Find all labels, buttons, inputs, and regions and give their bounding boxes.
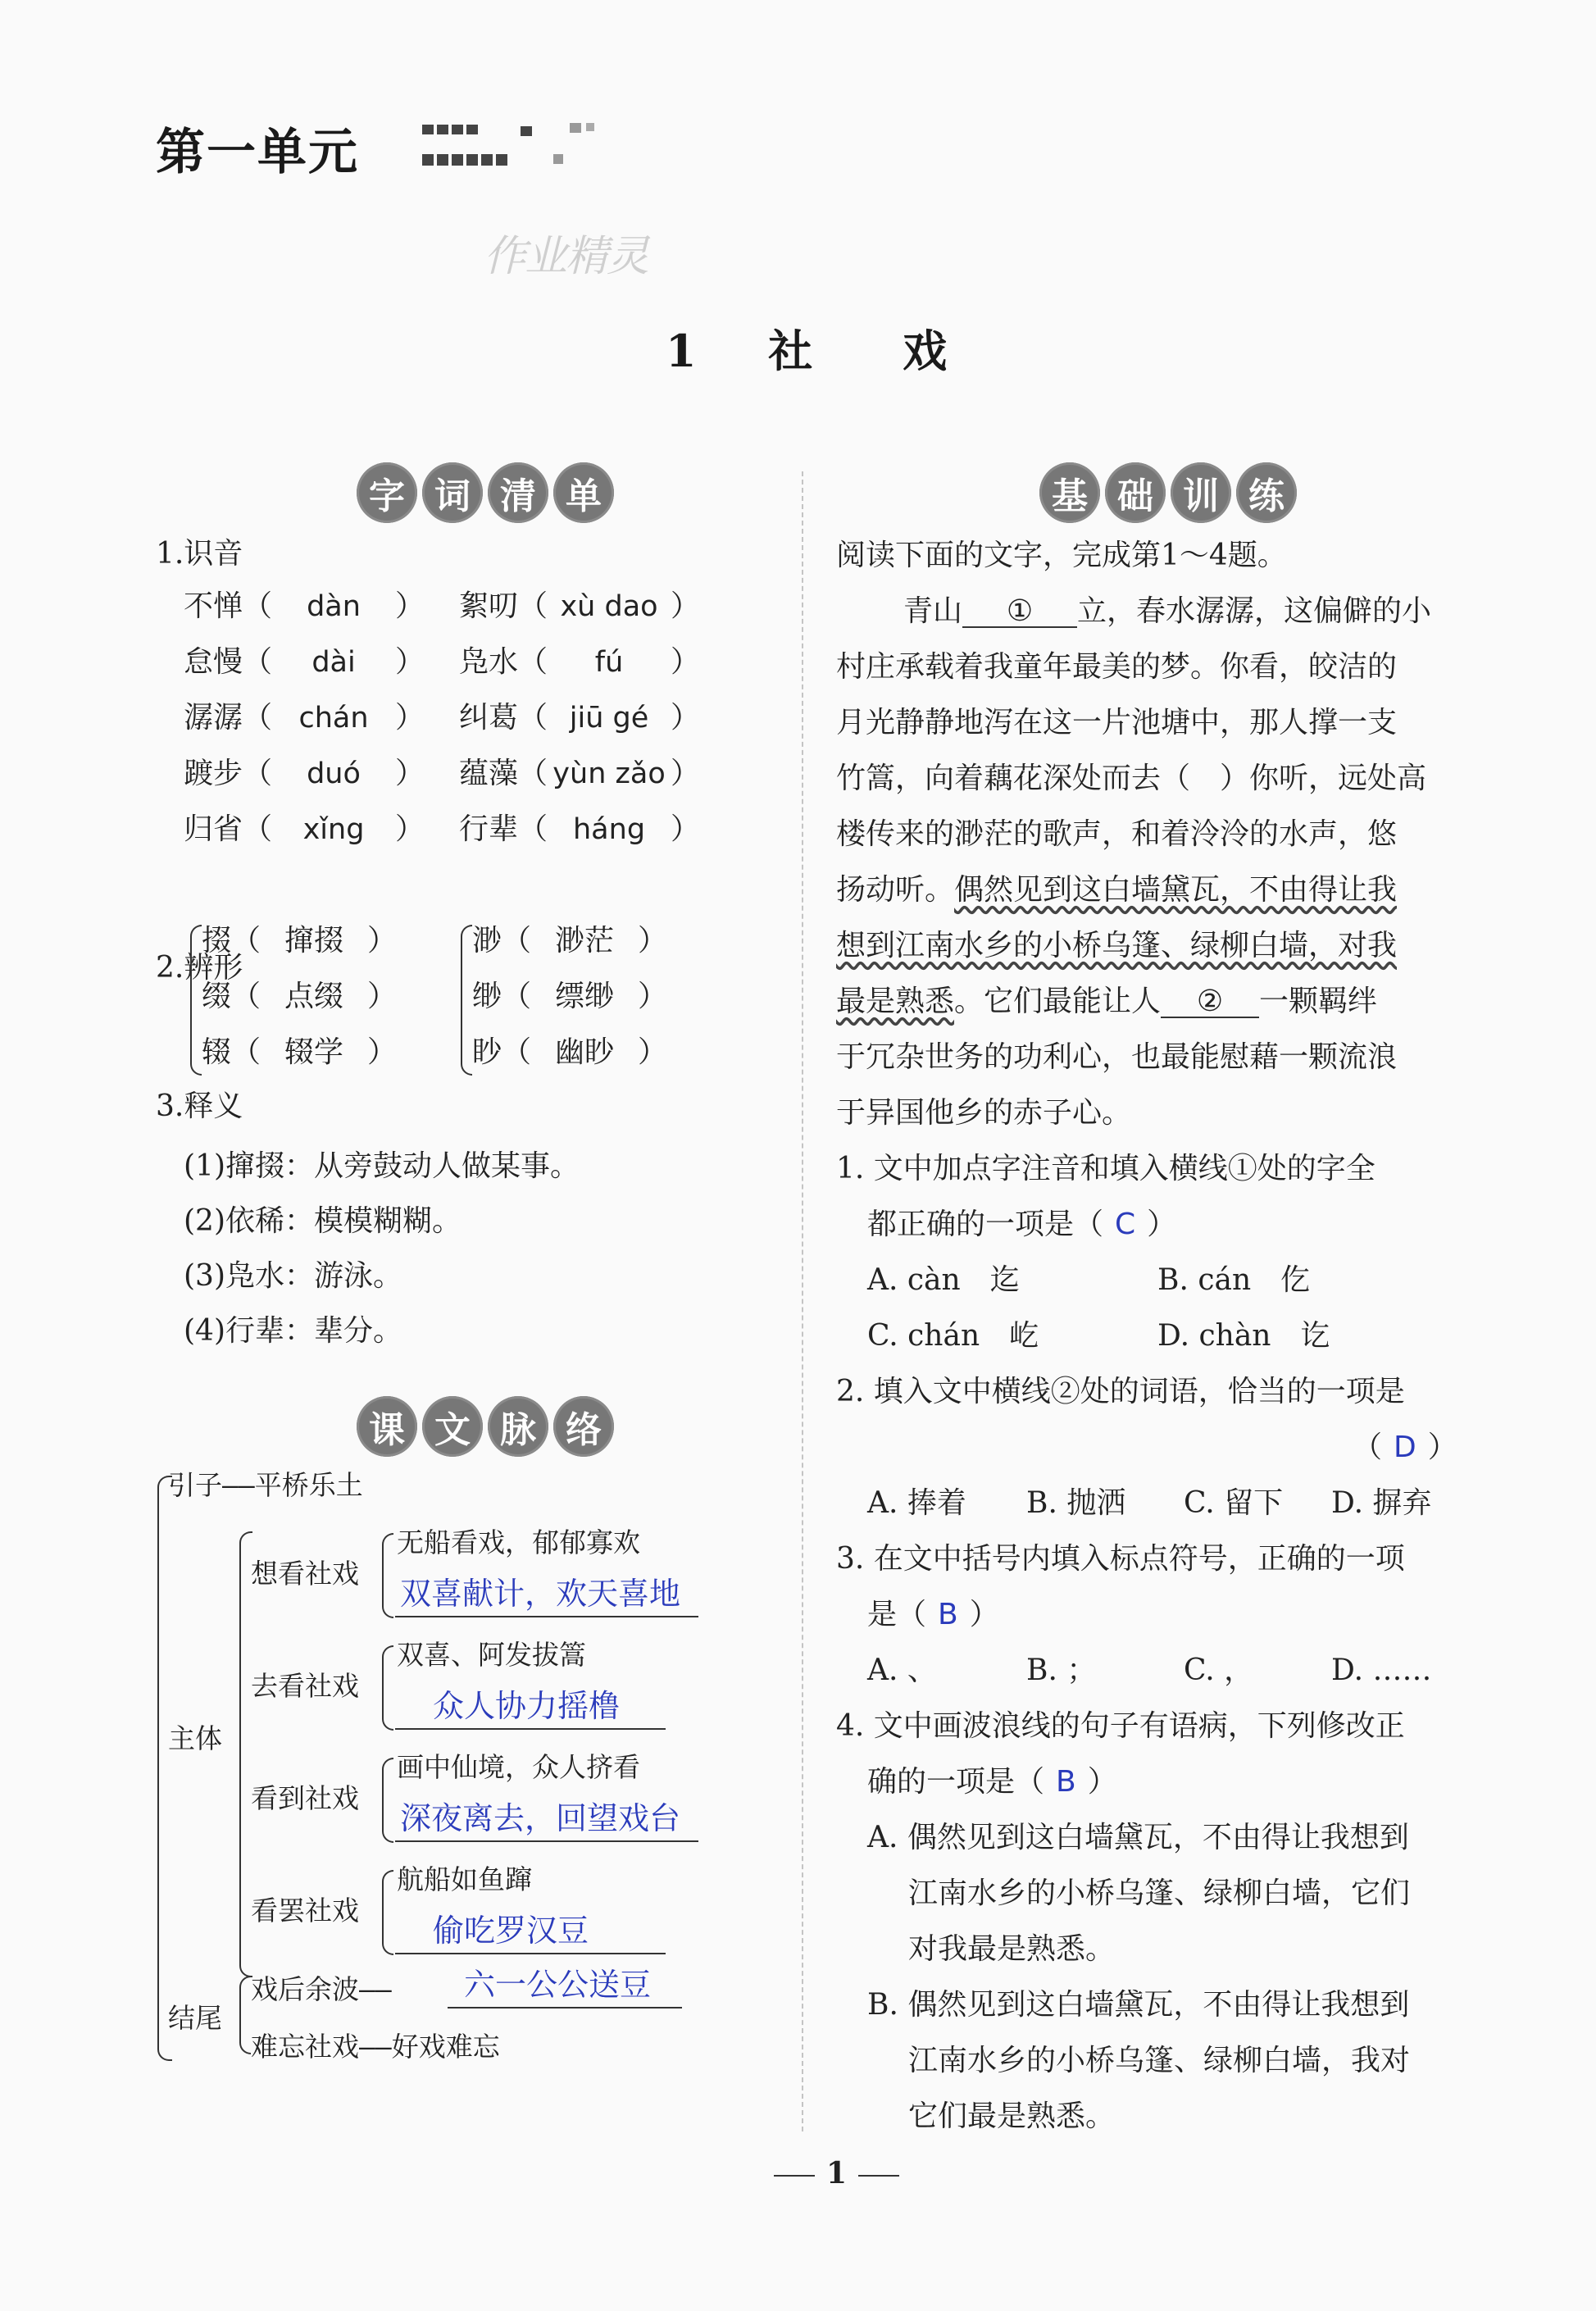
wavy-sentence: 偶然见到这白墙黛瓦，不由得让我: [954, 873, 1398, 907]
outline-end-label: 结尾: [168, 2002, 222, 2034]
option: C. ，: [1184, 1654, 1254, 1687]
option: D. ……: [1331, 1654, 1432, 1687]
outline-section-brace: [382, 1533, 393, 1618]
watermark: 作业精灵: [484, 232, 648, 281]
example-word: 缥缈: [555, 980, 615, 1013]
pinyin: chán: [298, 702, 369, 735]
pinyin: dàn: [307, 590, 361, 623]
q3-title: 3.释义: [156, 1090, 243, 1123]
outline-section-point: 画中仙境，众人挤看: [397, 1751, 640, 1783]
outline-section-point: 双喜、阿发拔篙: [397, 1639, 586, 1671]
outline-section-point: 航船如鱼蹿: [397, 1863, 532, 1895]
outline-end2: 难忘社戏——好戏难忘: [251, 2031, 500, 2063]
badge-outline: [357, 1396, 614, 1457]
para-line: [836, 987, 1377, 1018]
para-line: 于冗杂世务的功利心，也最能慰藉一颗流浪: [836, 1040, 1398, 1074]
paren-close: ）: [395, 645, 425, 679]
option: C. 留下: [1184, 1486, 1284, 1520]
char: 辍（: [202, 1035, 261, 1069]
answer-underline: [395, 1616, 698, 1617]
outline-section-answer: 深夜离去，回望戏台: [400, 1800, 681, 1836]
word: 怠慢（: [184, 645, 273, 679]
option: A. 捧着: [867, 1486, 966, 1520]
pronunciation-item: [184, 589, 425, 623]
option: B. ；: [1026, 1654, 1097, 1687]
outline-section-answer: 双喜献计，欢天喜地: [400, 1576, 681, 1612]
word: 凫水（: [459, 645, 548, 679]
page-number: 1: [762, 2156, 911, 2190]
badge-char: 础: [1105, 462, 1166, 523]
pinyin: jiū gé: [569, 702, 649, 735]
q-text: （: [1353, 1431, 1383, 1464]
outline-section-brace: [382, 1870, 393, 1955]
badge-char: 基: [1039, 462, 1100, 523]
paren-close: ）: [638, 1035, 668, 1069]
pronunciation-item: [184, 812, 425, 846]
example-word: 撺掇: [284, 924, 344, 958]
paren-close: ）: [395, 757, 425, 790]
para-line: 村庄承载着我童年最美的梦。你看，皎洁的: [836, 650, 1398, 684]
word: 潺潺（: [184, 701, 273, 735]
badge-char: 络: [553, 1396, 614, 1457]
answer-mark: B: [938, 1598, 958, 1631]
badge-char: 字: [357, 462, 417, 523]
example-word: 点缀: [284, 980, 344, 1013]
reading-instruction: 阅读下面的文字，完成第1～4题。: [836, 539, 1287, 572]
word: 絮叨（: [459, 589, 548, 623]
blank-2: ②: [1161, 987, 1259, 1018]
answer-underline: [395, 1953, 666, 1954]
answer-underline: [395, 1728, 666, 1730]
option: D. chàn 讫: [1157, 1319, 1330, 1353]
para-line: 楼传来的渺茫的歌声，和着泠泠的水声，悠: [836, 817, 1398, 851]
paren-close: ）: [671, 589, 701, 623]
outline-brace-end: [239, 1976, 251, 2054]
option-b-line: 它们最是熟悉。: [908, 2099, 1116, 2133]
outline-section-answer: 众人协力摇橹: [433, 1688, 621, 1724]
outline-section-label: 看罢社戏: [251, 1895, 359, 1927]
question-4-stem: [867, 1767, 1117, 1797]
definition-item: (4)行辈：辈分。: [184, 1314, 402, 1348]
pinyin: fú: [594, 646, 624, 679]
badge-char: 文: [422, 1396, 483, 1457]
option: D. 摒弃: [1331, 1486, 1432, 1520]
answer-mark: D: [1394, 1431, 1416, 1464]
option-a-line: A. 偶然见到这白墙黛瓦，不由得让我想到: [867, 1821, 1409, 1854]
pronunciation-item: [184, 703, 425, 733]
badge-char: 课: [357, 1396, 417, 1457]
brace-a: [190, 925, 202, 1076]
option-b-line: B. 偶然见到这白墙黛瓦，不由得让我想到: [867, 1988, 1410, 2022]
answer-underline: [395, 1840, 698, 1842]
char-distinction-item: [472, 926, 667, 956]
lesson-title: [666, 316, 947, 380]
para-text: 立，春水潺潺，这偏僻的小: [1077, 594, 1432, 628]
lesson-title-b: 戏: [903, 325, 948, 377]
brace-b: [461, 925, 472, 1076]
answer-mark: C: [1115, 1208, 1136, 1241]
char: 缀（: [202, 980, 261, 1013]
column-divider: [802, 471, 803, 2131]
answer-mark: B: [1056, 1765, 1076, 1799]
paren-close: ）: [638, 924, 668, 958]
option: A. 、: [867, 1654, 937, 1687]
char: 掇（: [202, 924, 261, 958]
para-line: 月光静静地泻在这一片池塘中，那人撑一支: [836, 706, 1398, 739]
paren-close: ）: [367, 924, 398, 958]
lesson-number: 1: [666, 325, 697, 377]
option-a-line: 江南水乡的小桥乌篷、绿柳白墙，它们: [908, 1877, 1411, 1910]
q-text: ）: [1147, 1208, 1177, 1241]
paren-close: ）: [671, 812, 701, 846]
paren-close: ）: [638, 980, 668, 1013]
badge-word-list: [357, 462, 614, 523]
question-2-answer: [1353, 1433, 1457, 1463]
para-text: 青山: [903, 594, 963, 628]
char: 眇（: [472, 1035, 532, 1069]
pinyin: dài: [311, 646, 356, 679]
q-text: 确的一项是（: [867, 1765, 1045, 1799]
pinyin: xù dao: [560, 590, 658, 623]
question-1-stem: [867, 1210, 1176, 1240]
paren-close: ）: [395, 701, 425, 735]
outline-section-point: 无船看戏，郁郁寡欢: [397, 1526, 640, 1558]
wavy-sentence: 最是熟悉: [836, 985, 955, 1018]
definition-item: (3)凫水：游泳。: [184, 1259, 402, 1293]
example-word: 渺茫: [555, 924, 615, 958]
pinyin: yùn zǎo: [552, 757, 666, 790]
q2-title: 2.辨形: [156, 951, 243, 985]
question-3-stem: [867, 1600, 999, 1630]
pronunciation-item: [459, 812, 701, 846]
outline-section-label: 去看社戏: [251, 1670, 359, 1702]
char-distinction-item: [202, 982, 397, 1012]
option-a-line: 对我最是熟悉。: [908, 1932, 1116, 1966]
badge-char: 清: [488, 462, 548, 523]
outline-body-label: 主体: [168, 1722, 222, 1754]
pronunciation-item: [184, 645, 425, 679]
pronunciation-item: [459, 759, 700, 789]
q1-title: 1.识音: [156, 537, 243, 571]
option: C. chán 屹: [867, 1319, 1039, 1353]
question-4: 4. 文中画波浪线的句子有语病，下列修改正: [836, 1709, 1405, 1743]
question-3: 3. 在文中括号内填入标点符号，正确的一项: [836, 1542, 1405, 1576]
lesson-title-a: 社: [768, 325, 813, 377]
answer-underline: [448, 2007, 682, 2008]
para-text: 。它们最能让人: [954, 985, 1162, 1018]
outline-section-brace: [382, 1758, 393, 1843]
pinyin: háng: [573, 813, 646, 846]
q-text: 是（: [867, 1598, 927, 1631]
word: 蕴藻（: [459, 757, 548, 790]
para-text: 一颗羁绊: [1259, 985, 1378, 1018]
outline-end1-answer: 六一公公送豆: [464, 1967, 652, 2003]
q-text: ）: [969, 1598, 999, 1631]
para-line: [903, 594, 1432, 628]
pronunciation-item: [459, 703, 700, 733]
wavy-sentence: 想到江南水乡的小桥乌篷、绿柳白墙，对我: [836, 929, 1398, 962]
word: 不惮（: [184, 589, 273, 623]
pinyin: xǐng: [302, 813, 365, 846]
word: 踱步（: [184, 757, 273, 790]
outline-end1-label: 戏后余波——: [251, 1973, 392, 2005]
paren-close: ）: [367, 1035, 398, 1069]
char: 渺（: [472, 924, 532, 958]
para-line: 竹篙，向着藕花深处而去（ ）你听，远处高: [836, 762, 1427, 795]
badge-char: 单: [553, 462, 614, 523]
para-text: 扬动听。: [836, 873, 955, 907]
option: A. càn 迄: [867, 1263, 1020, 1297]
outline-section-label: 想看社戏: [251, 1558, 359, 1590]
badge-training: [1039, 462, 1297, 523]
paren-close: ）: [367, 980, 398, 1013]
q-text: 都正确的一项是（: [867, 1208, 1104, 1241]
outline-intro: 引子——平桥乐土: [168, 1469, 363, 1501]
definition-item: (2)依稀：模模糊糊。: [184, 1204, 462, 1238]
example-word: 辍学: [284, 1035, 344, 1069]
badge-char: 练: [1236, 462, 1297, 523]
paren-close: ）: [671, 757, 701, 790]
q-text: ）: [1427, 1431, 1457, 1464]
option-b-line: 江南水乡的小桥乌篷、绿柳白墙，我对: [908, 2044, 1411, 2077]
paren-close: ）: [671, 645, 701, 679]
pronunciation-item: [184, 759, 425, 789]
badge-char: 训: [1171, 462, 1231, 523]
paren-close: ）: [395, 589, 425, 623]
unit-title: 第一单元: [156, 124, 359, 181]
pronunciation-item: [459, 645, 701, 679]
char: 缈（: [472, 980, 532, 1013]
para-line: [836, 873, 1398, 907]
definition-item: (1)撺掇：从旁鼓动人做某事。: [184, 1149, 580, 1183]
word: 归省（: [184, 812, 273, 846]
blank-1: ①: [962, 597, 1077, 628]
char-distinction-item: [202, 1035, 398, 1069]
question-1: 1. 文中加点字注音和填入横线①处的字全: [836, 1152, 1375, 1185]
char-distinction-item: [472, 1035, 668, 1069]
badge-char: 词: [422, 462, 483, 523]
question-2: 2. 填入文中横线②处的词语，恰当的一项是: [836, 1375, 1405, 1408]
pinyin: duó: [307, 757, 361, 790]
option: B. cán 仡: [1157, 1263, 1311, 1297]
paren-close: ）: [671, 701, 701, 735]
option: B. 抛洒: [1026, 1486, 1126, 1520]
word: 纠葛（: [459, 701, 548, 735]
outline-section-label: 看到社戏: [251, 1782, 359, 1814]
char-distinction-item: [202, 926, 397, 956]
q-text: ）: [1087, 1765, 1117, 1799]
paren-close: ）: [395, 812, 425, 846]
char-distinction-item: [472, 982, 667, 1012]
word: 行辈（: [459, 812, 548, 846]
outline-section-brace: [382, 1645, 393, 1731]
badge-char: 脉: [488, 1396, 548, 1457]
pronunciation-item: [459, 589, 701, 623]
outline-brace-main: [157, 1476, 172, 2061]
para-line: 于异国他乡的赤子心。: [836, 1096, 1132, 1130]
example-word: 幽眇: [555, 1035, 615, 1069]
unit-decoration: [422, 121, 627, 179]
outline-section-answer: 偷吃罗汉豆: [433, 1913, 589, 1949]
